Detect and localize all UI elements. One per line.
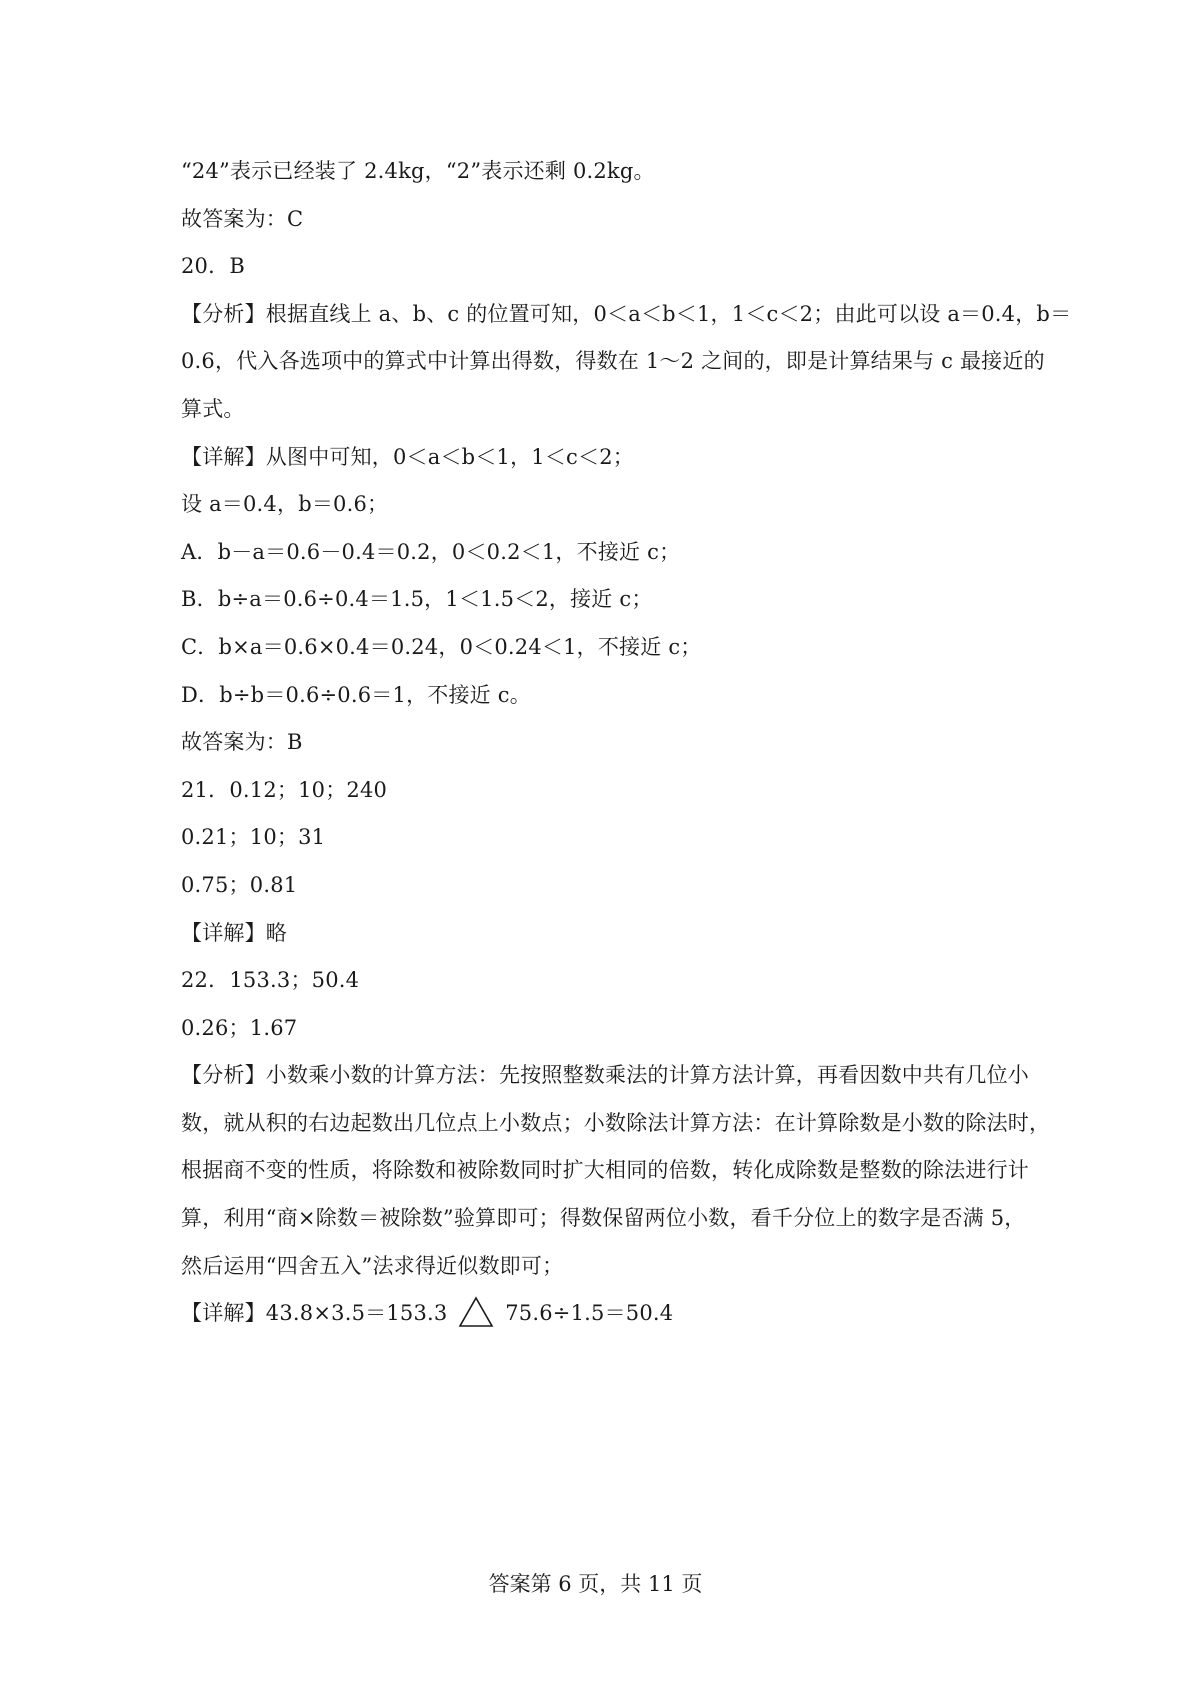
text-line: 0.21；10；31 (181, 825, 326, 850)
text-line: 故答案为：C (181, 206, 304, 231)
text-line: “24”表示已经装了 2.4kg，“2”表示还剩 0.2kg。 (181, 159, 655, 183)
text-line: 0.75；0.81 (181, 872, 298, 897)
text-line: 算，利用“商×除数＝被除数”验算即可；得数保留两位小数，看千分位上的数字是否满 5， (181, 1206, 1026, 1231)
analysis-line: 【分析】小数乘小数的计算方法：先按照整数乘法的计算方法计算，再看因数中共有几位小 (181, 1063, 1029, 1088)
analysis-line: 【分析】根据直线上 a、b、c 的位置可知，0＜a＜b＜1，1＜c＜2；由此可以设 a＝0.4，b＝ (181, 301, 1072, 326)
option-a: A．b－a＝0.6－0.4＝0.2，0＜0.2＜1，不接近 c； (181, 539, 681, 564)
option-c: C．b×a＝0.6×0.4＝0.24，0＜0.24＜1，不接近 c； (181, 634, 702, 659)
option-d: D．b÷b＝0.6÷0.6＝1，不接近 c。 (181, 682, 531, 707)
question-number: 22．153.3；50.4 (181, 968, 360, 993)
triangle-icon (458, 1296, 494, 1346)
detail-part-1: 【详解】43.8×3.5＝153.3 (181, 1301, 448, 1326)
detail-line: 【详解】略 (181, 920, 287, 945)
text-line: 然后运用“四舍五入”法求得近似数即可； (181, 1253, 564, 1278)
text-line: 算式。 (181, 396, 245, 421)
text-line: 0.6，代入各选项中的算式中计算出得数，得数在 1～2 之间的，即是计算结果与 c 最接近的 (181, 349, 1045, 374)
detail-part-2: 75.6÷1.5＝50.4 (505, 1301, 674, 1326)
text-line: 设 a＝0.4，b＝0.6； (181, 492, 389, 517)
detail-line-with-symbol (181, 1290, 1021, 1338)
option-b: B．b÷a＝0.6÷0.4＝1.5，1＜1.5＜2，接近 c； (181, 587, 653, 612)
page-footer: 答案第 6 页，共 11 页 (488, 1572, 703, 1596)
detail-line: 【详解】从图中可知，0＜a＜b＜1，1＜c＜2； (181, 444, 634, 469)
text-line: 数，就从积的右边起数出几位点上小数点；小数除法计算方法：在计算除数是小数的除法时， (181, 1110, 1051, 1135)
question-number: 20．B (181, 254, 245, 279)
text-line: 故答案为：B (181, 730, 303, 755)
text-line: 0.26；1.67 (181, 1015, 298, 1040)
question-number: 21．0.12；10；240 (181, 777, 388, 802)
text-line: 根据商不变的性质，将除数和被除数同时扩大相同的倍数，转化成除数是整数的除法进行计 (181, 1158, 1029, 1183)
answer-content (181, 148, 1072, 1338)
